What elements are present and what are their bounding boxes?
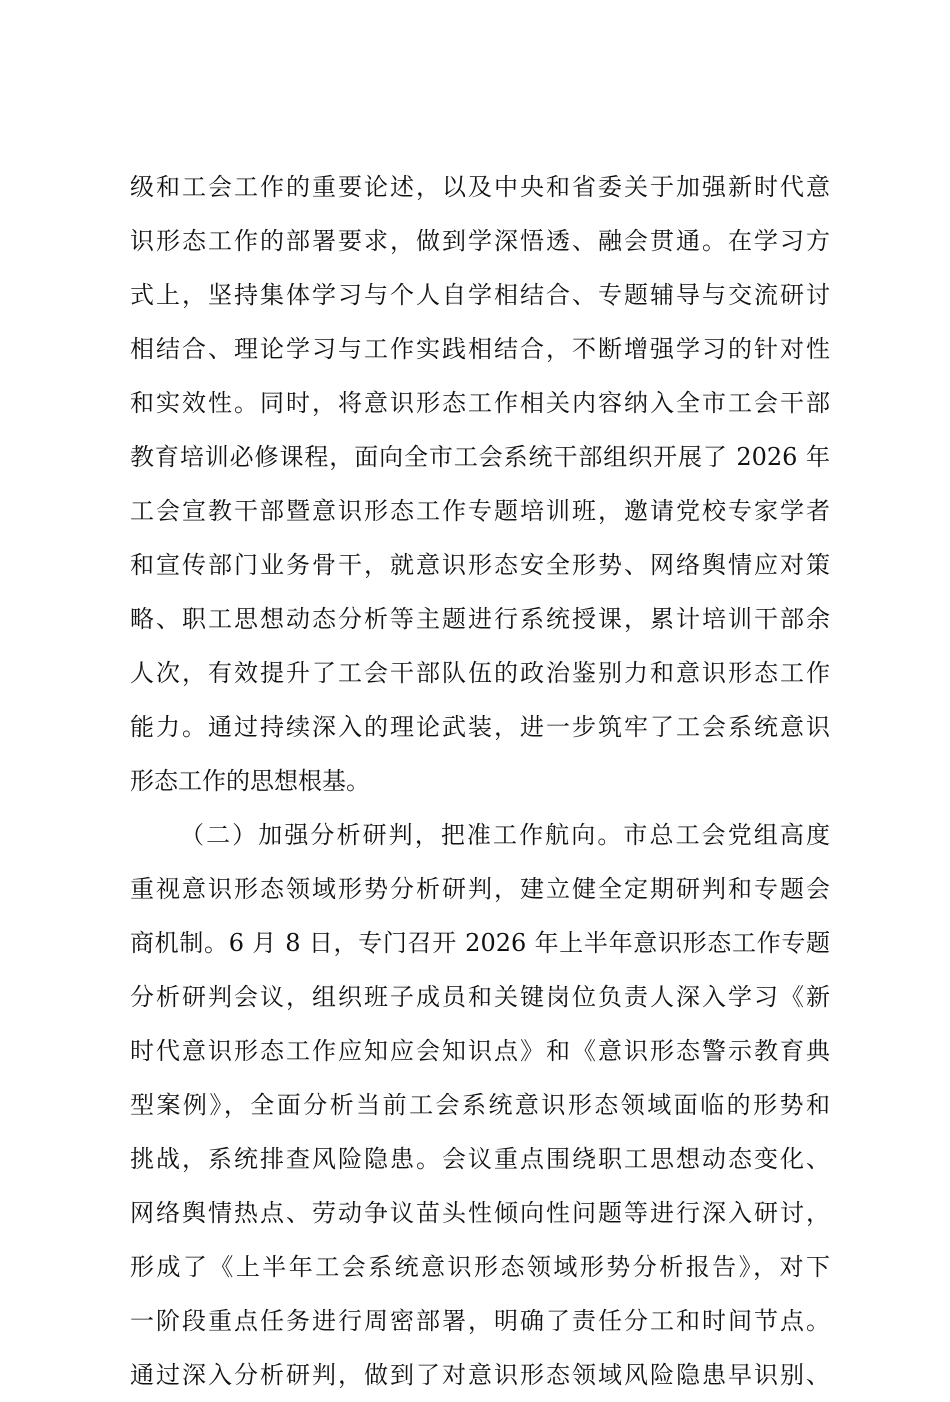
text-line: 一阶段重点任务进行周密部署，明确了责任分工和时间节点。 xyxy=(130,1307,830,1335)
text-line: 和实效性。同时，将意识形态工作相关内容纳入全市工会干部 xyxy=(130,389,830,417)
text-line: 工会宣教干部暨意识形态工作专题培训班，邀请党校专家学者 xyxy=(130,497,830,525)
text-line: 式上，坚持集体学习与个人自学相结合、专题辅导与交流研讨 xyxy=(130,281,830,309)
text-line: 级和工会工作的重要论述，以及中央和省委关于加强新时代意 xyxy=(130,173,830,201)
text-line: 重视意识形态领域形势分析研判，建立健全定期研判和专题会 xyxy=(130,875,830,903)
paragraph-end-line: 形态工作的思想根基。 xyxy=(130,767,370,795)
text-line: 网络舆情热点、劳动争议苗头性倾向性问题等进行深入研讨， xyxy=(130,1199,830,1227)
text-line: 型案例》，全面分析当前工会系统意识形态领域面临的形势和 xyxy=(130,1091,830,1119)
text-line: 教育培训必修课程，面向全市工会系统干部组织开展了 2026 年 xyxy=(130,443,830,471)
text-line: 略、职工思想动态分析等主题进行系统授课，累计培训干部余 xyxy=(130,605,830,633)
text-line: 形成了《上半年工会系统意识形态领域形势分析报告》，对下 xyxy=(130,1253,830,1281)
text-line: 挑战，系统排查风险隐患。会议重点围绕职工思想动态变化、 xyxy=(130,1145,830,1173)
body-text xyxy=(130,160,830,1402)
text-line: 通过深入分析研判，做到了对意识形态领域风险隐患早识别、 xyxy=(130,1361,830,1389)
text-line: 和宣传部门业务骨干，就意识形态安全形势、网络舆情应对策 xyxy=(130,551,830,579)
text-line: 相结合、理论学习与工作实践相结合，不断增强学习的针对性 xyxy=(130,335,830,363)
text-line: 分析研判会议，组织班子成员和关键岗位负责人深入学习《新 xyxy=(130,983,830,1011)
text-line: 能力。通过持续深入的理论武装，进一步筑牢了工会系统意识 xyxy=(130,713,830,741)
text-line: 商机制。6 月 8 日，专门召开 2026 年上半年意识形态工作专题 xyxy=(130,929,830,957)
text-line: 时代意识形态工作应知应会知识点》和《意识形态警示教育典 xyxy=(130,1037,830,1065)
section-heading-line: （二）加强分析研判，把准工作航向。市总工会党组高度 xyxy=(180,821,830,849)
text-line: 人次，有效提升了工会干部队伍的政治鉴别力和意识形态工作 xyxy=(130,659,830,687)
text-line: 识形态工作的部署要求，做到学深悟透、融会贯通。在学习方 xyxy=(130,227,830,255)
